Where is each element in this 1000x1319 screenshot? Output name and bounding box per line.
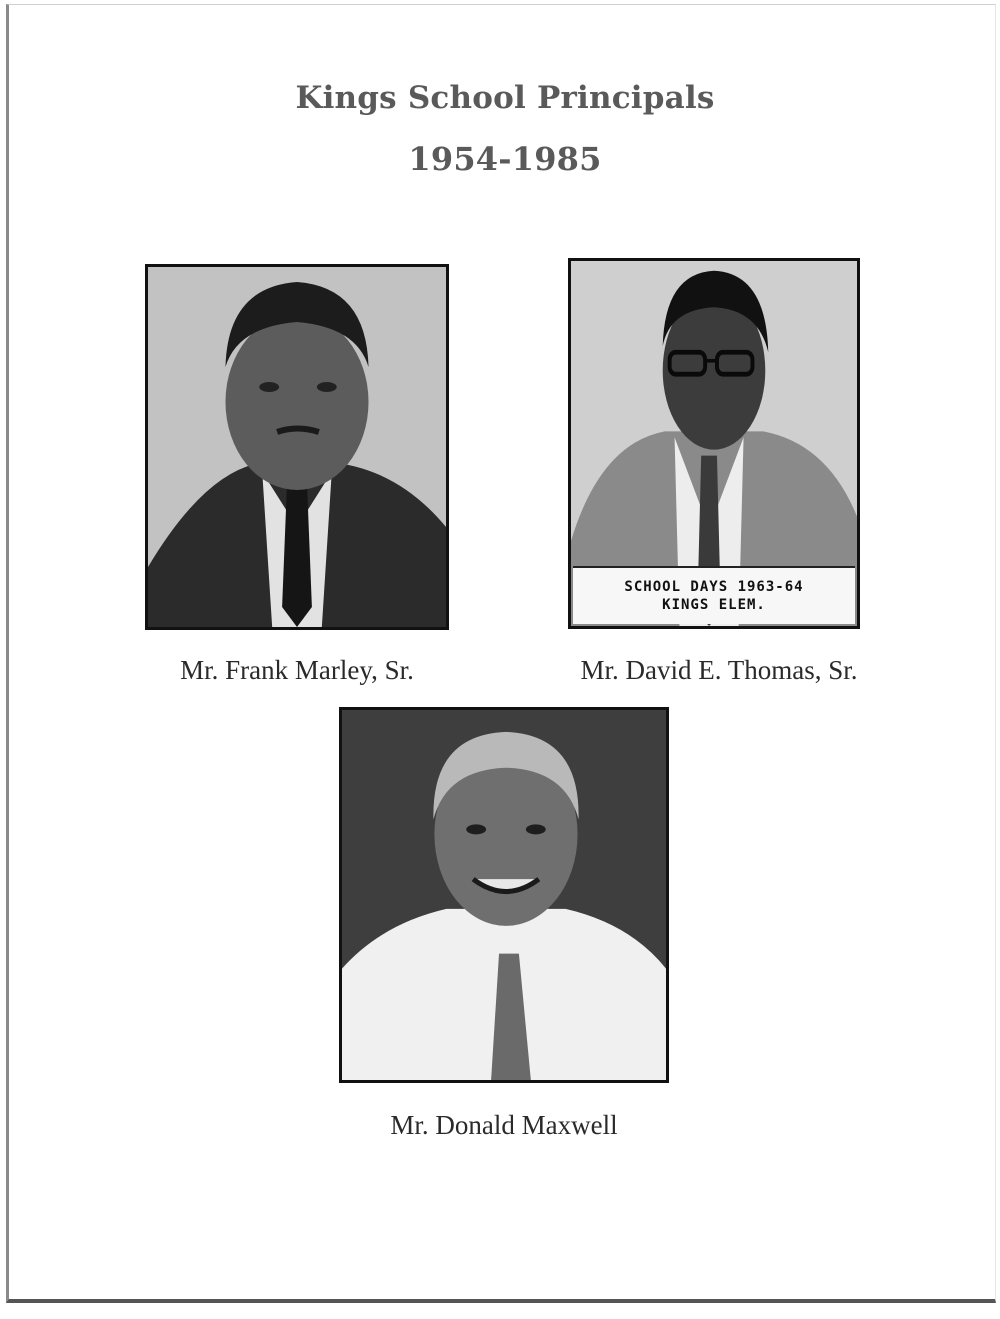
page-border	[6, 4, 996, 1303]
page-subtitle-years: 1954-1985	[408, 140, 602, 178]
portrait-photo-maxwell	[339, 707, 669, 1083]
portrait-maxwell-image	[342, 710, 666, 1080]
portrait-photo-marley	[145, 264, 449, 630]
page-title: Kings School Principals	[295, 80, 715, 116]
portrait-marley-image	[148, 267, 446, 627]
caption-maxwell: Mr. Donald Maxwell	[390, 1110, 618, 1140]
photo-stamp-line1: SCHOOL DAYS 1963-64	[624, 579, 804, 595]
caption-marley: Mr. Frank Marley, Sr.	[180, 655, 414, 685]
portrait-photo-thomas	[568, 258, 860, 629]
caption-thomas: Mr. David E. Thomas, Sr.	[580, 655, 858, 685]
photo-stamp-line2: KINGS ELEM.	[662, 597, 766, 613]
photo-stamp-label	[573, 566, 855, 624]
